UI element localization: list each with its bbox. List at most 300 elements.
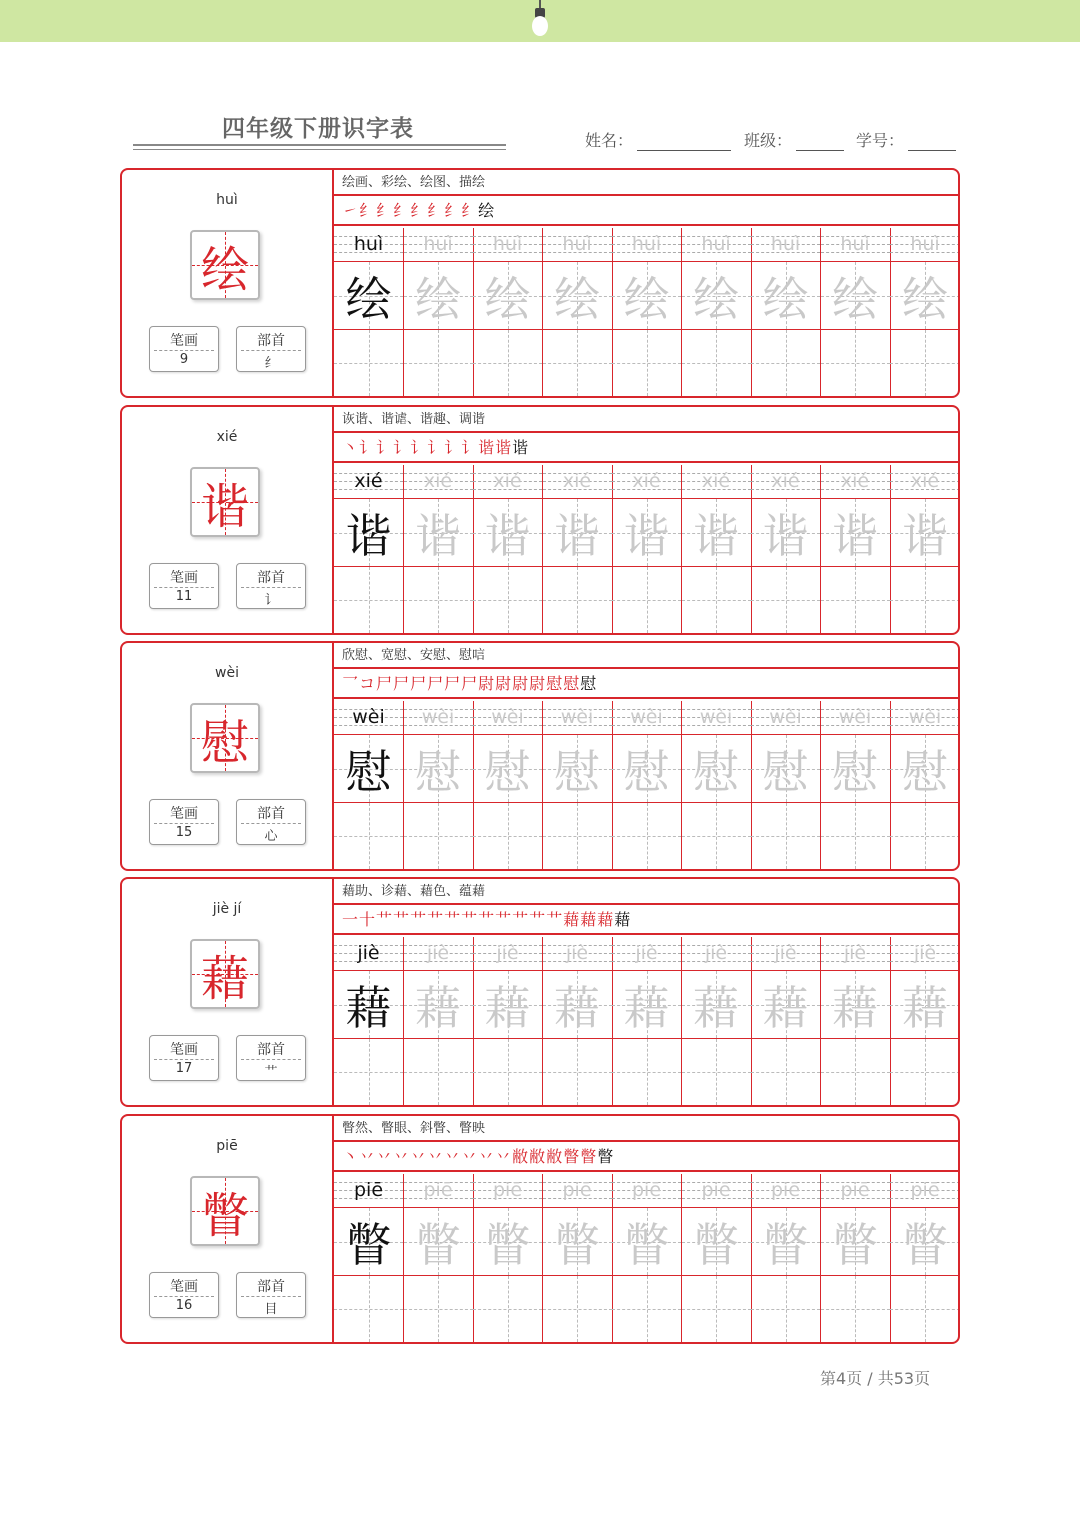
blank-writing-square[interactable] [890, 330, 960, 396]
stroke-step: 纟 [444, 201, 462, 220]
practice-cell[interactable] [890, 228, 960, 396]
practice-cell[interactable] [473, 465, 543, 633]
practice-cell[interactable] [821, 1174, 891, 1342]
stroke-step: 瞥 [580, 1147, 598, 1166]
character-trace: 慰 [762, 744, 809, 799]
character-writing-square[interactable] [473, 1208, 542, 1276]
practice-cell[interactable] [751, 1174, 821, 1342]
character-trace: 慰 [832, 744, 878, 799]
character-writing-square[interactable] [473, 971, 542, 1039]
blank-writing-square[interactable] [473, 1276, 542, 1342]
character-writing-square[interactable] [682, 499, 751, 567]
pinyin-writing-row[interactable] [821, 1174, 890, 1208]
class-label: 班级： [744, 131, 793, 150]
student-id-blank[interactable] [908, 132, 956, 151]
pinyin-writing-row[interactable] [821, 465, 890, 499]
class-blank[interactable] [796, 132, 844, 151]
pinyin-writing-row[interactable] [334, 701, 403, 735]
character-writing-square[interactable] [682, 262, 751, 330]
blank-writing-square[interactable] [751, 1276, 820, 1342]
stroke-step: 谐 [512, 438, 530, 457]
pinyin-model: piē [353, 1179, 384, 1201]
stroke-step: 丷 [495, 1147, 513, 1166]
pinyin-writing-row[interactable] [473, 228, 542, 262]
blank-writing-square[interactable] [612, 330, 681, 396]
name-blank[interactable] [637, 132, 731, 151]
blank-writing-square[interactable] [334, 330, 403, 396]
pinyin-trace: jiè [496, 942, 519, 964]
character-trace: 瞥 [554, 1217, 600, 1272]
practice-cell[interactable] [334, 701, 404, 869]
pinyin-writing-row[interactable] [543, 937, 612, 971]
stroke-step: 艹 [461, 910, 479, 929]
pinyin-writing-row[interactable] [751, 937, 820, 971]
practice-cell[interactable] [682, 701, 752, 869]
stroke-step: 尸 [376, 674, 394, 693]
character-writing-square[interactable] [473, 735, 542, 803]
character-info-panel [122, 879, 334, 1105]
blank-writing-square[interactable] [543, 803, 612, 869]
blank-writing-square[interactable] [334, 1039, 403, 1105]
pinyin-writing-row[interactable] [751, 228, 820, 262]
practice-cell[interactable] [404, 937, 474, 1105]
example-words: 瞥然、瞥眼、斜瞥、瞥映 [334, 1116, 960, 1142]
stroke-step: 丷 [478, 1147, 496, 1166]
practice-cell[interactable] [890, 937, 960, 1105]
blank-writing-square[interactable] [473, 803, 542, 869]
practice-cell[interactable] [404, 465, 474, 633]
pinyin-writing-row[interactable] [612, 701, 681, 735]
pinyin-writing-row[interactable] [612, 937, 681, 971]
practice-cell[interactable] [612, 228, 682, 396]
character-writing-square[interactable] [404, 735, 473, 803]
pinyin-model: wèi [352, 706, 385, 728]
character-writing-square[interactable] [612, 971, 681, 1039]
stroke-step: 纟 [427, 201, 445, 220]
radical-label: 部首 [257, 333, 285, 349]
pinyin-writing-row[interactable] [682, 465, 751, 499]
blank-writing-square[interactable] [821, 803, 890, 869]
practice-cell[interactable] [682, 1174, 752, 1342]
practice-cell[interactable] [682, 937, 752, 1105]
pinyin-writing-row[interactable] [682, 1174, 751, 1208]
practice-cell[interactable] [612, 701, 682, 869]
blank-writing-square[interactable] [473, 1039, 542, 1105]
pinyin-trace: jiè [913, 942, 937, 964]
character-writing-square[interactable] [890, 1208, 960, 1276]
pinyin-writing-row[interactable] [890, 937, 960, 971]
blank-writing-square[interactable] [612, 567, 681, 633]
character-writing-square[interactable] [404, 262, 473, 330]
pinyin-writing-row[interactable] [890, 465, 960, 499]
practice-cell[interactable] [751, 228, 821, 396]
stroke-step: 尉 [478, 674, 496, 693]
pinyin-writing-row[interactable] [751, 701, 820, 735]
blank-writing-square[interactable] [890, 803, 960, 869]
character-writing-square[interactable] [404, 971, 473, 1039]
practice-cell[interactable] [890, 465, 960, 633]
practice-cell[interactable] [821, 228, 891, 396]
character-writing-square[interactable] [404, 499, 473, 567]
pinyin-trace: wèi [630, 706, 663, 728]
character-trace: 谐 [623, 508, 670, 563]
stroke-step: 尸 [393, 674, 411, 693]
student-id-field[interactable] [856, 128, 956, 151]
blank-writing-square[interactable] [404, 1039, 473, 1105]
pinyin-writing-row[interactable] [890, 701, 960, 735]
stroke-count-label: 笔画 [170, 570, 198, 586]
pinyin-trace: piē [840, 1179, 870, 1201]
practice-grid [334, 1174, 960, 1342]
blank-writing-square[interactable] [890, 567, 960, 633]
character-writing-square[interactable] [473, 262, 542, 330]
character-display: 慰 [200, 714, 249, 771]
blank-writing-square[interactable] [612, 1039, 681, 1105]
practice-cell[interactable] [543, 228, 613, 396]
stroke-step: 尸 [427, 674, 445, 693]
pinyin-writing-row[interactable] [334, 937, 403, 971]
blank-writing-square[interactable] [682, 567, 751, 633]
blank-writing-square[interactable] [751, 330, 820, 396]
blank-writing-square[interactable] [612, 803, 681, 869]
character-writing-square[interactable] [543, 1208, 612, 1276]
pinyin-trace: piē [631, 1179, 662, 1201]
pinyin-writing-row[interactable] [751, 1174, 820, 1208]
character-display: 绘 [200, 241, 249, 298]
practice-cell[interactable] [821, 465, 891, 633]
stroke-step: 讠 [427, 438, 445, 457]
character-writing-square[interactable] [890, 971, 960, 1039]
character-writing-square[interactable] [334, 735, 403, 803]
pinyin-writing-row[interactable] [334, 1174, 403, 1208]
blank-writing-square[interactable] [612, 1276, 681, 1342]
pinyin-writing-row[interactable] [473, 937, 542, 971]
stroke-count-box [149, 1272, 219, 1318]
lightbulb-icon [532, 0, 548, 40]
character-display-box [190, 1176, 260, 1246]
character-trace: 瞥 [415, 1217, 461, 1272]
character-writing-square[interactable] [612, 499, 681, 567]
character-trace: 瞥 [762, 1217, 809, 1272]
stroke-order [334, 196, 960, 226]
character-writing-square[interactable] [751, 262, 820, 330]
character-writing-square[interactable] [473, 499, 542, 567]
stroke-step: 丶 [342, 1147, 360, 1166]
pinyin-trace: huì [562, 233, 592, 255]
pinyin-trace: xié [423, 470, 453, 492]
practice-cell[interactable] [473, 701, 543, 869]
practice-cell[interactable] [473, 1174, 543, 1342]
pinyin-writing-row[interactable] [334, 465, 403, 499]
practice-cell[interactable] [334, 465, 404, 633]
practice-cell[interactable] [334, 937, 404, 1105]
pinyin-trace: xié [840, 470, 870, 492]
name-field[interactable] [585, 128, 731, 151]
stroke-count-label: 笔画 [170, 806, 198, 822]
blank-writing-square[interactable] [543, 1276, 612, 1342]
pinyin-trace: wèi [491, 706, 524, 728]
character-trace: 慰 [554, 744, 600, 799]
blank-writing-square[interactable] [821, 330, 890, 396]
pinyin-trace: wèi [908, 706, 942, 728]
character-writing-square[interactable] [821, 971, 890, 1039]
character-trace: 谐 [832, 508, 878, 563]
radical-value: 艹 [264, 1065, 278, 1080]
character-trace: 绘 [693, 271, 739, 326]
blank-writing-square[interactable] [890, 1276, 960, 1342]
blank-writing-square[interactable] [682, 1276, 751, 1342]
character-display-box [190, 939, 260, 1009]
pinyin-trace: xié [493, 470, 522, 492]
blank-writing-square[interactable] [682, 330, 751, 396]
character-writing-square[interactable] [334, 262, 403, 330]
class-field[interactable] [744, 128, 844, 151]
blank-writing-square[interactable] [334, 1276, 403, 1342]
character-writing-square[interactable] [543, 262, 612, 330]
pinyin-writing-row[interactable] [404, 1174, 473, 1208]
practice-cell[interactable] [682, 465, 752, 633]
pinyin-writing-row[interactable] [404, 228, 473, 262]
practice-cell[interactable] [612, 1174, 682, 1342]
blank-writing-square[interactable] [890, 1039, 960, 1105]
pinyin-writing-row[interactable] [334, 228, 403, 262]
practice-cell[interactable] [612, 937, 682, 1105]
pinyin-writing-row[interactable] [473, 465, 542, 499]
stroke-step: 艹 [393, 910, 411, 929]
pinyin-writing-row[interactable] [682, 228, 751, 262]
practice-cell[interactable] [334, 228, 404, 396]
pinyin-writing-row[interactable] [404, 937, 473, 971]
character-writing-square[interactable] [751, 735, 820, 803]
pinyin-writing-row[interactable] [682, 937, 751, 971]
blank-writing-square[interactable] [821, 1276, 890, 1342]
blank-writing-square[interactable] [751, 803, 820, 869]
pinyin-writing-row[interactable] [682, 701, 751, 735]
character-writing-square[interactable] [682, 1208, 751, 1276]
stroke-count-value: 11 [175, 589, 193, 604]
practice-cell[interactable] [821, 937, 891, 1105]
blank-writing-square[interactable] [543, 330, 612, 396]
blank-writing-square[interactable] [334, 567, 403, 633]
character-card [120, 168, 960, 398]
blank-writing-square[interactable] [404, 567, 473, 633]
character-writing-square[interactable] [751, 499, 820, 567]
character-writing-square[interactable] [543, 735, 612, 803]
character-trace: 绘 [762, 271, 809, 326]
character-card [120, 877, 960, 1107]
practice-cell[interactable] [890, 701, 960, 869]
top-banner [0, 0, 1080, 42]
radical-value: 心 [264, 829, 278, 844]
pinyin-writing-row[interactable] [543, 1174, 612, 1208]
pinyin-trace: huì [701, 233, 731, 255]
practice-cell[interactable] [543, 465, 613, 633]
practice-panel [334, 1116, 960, 1342]
practice-cell[interactable] [612, 465, 682, 633]
character-writing-square[interactable] [821, 499, 890, 567]
blank-writing-square[interactable] [404, 1276, 473, 1342]
stroke-step: 慰 [563, 674, 581, 693]
radical-label: 部首 [257, 806, 285, 822]
practice-cell[interactable] [404, 228, 474, 396]
blank-writing-square[interactable] [404, 330, 473, 396]
blank-writing-square[interactable] [821, 567, 890, 633]
stroke-step: 瞥 [597, 1147, 615, 1166]
pinyin-writing-row[interactable] [890, 228, 960, 262]
character-writing-square[interactable] [334, 1208, 403, 1276]
radical-value: 讠 [264, 593, 278, 608]
stroke-step: 讠 [444, 438, 462, 457]
character-writing-square[interactable] [334, 499, 403, 567]
pinyin-trace: xié [562, 470, 592, 492]
stroke-step: 讠 [410, 438, 428, 457]
stroke-step: 艹 [546, 910, 564, 929]
stroke-step: 敝 [512, 1147, 530, 1166]
stroke-step: 十 [359, 910, 377, 929]
character-writing-square[interactable] [821, 1208, 890, 1276]
stroke-step: 纟 [393, 201, 411, 220]
character-trace: 谐 [484, 508, 531, 563]
practice-cell[interactable] [334, 1174, 404, 1342]
stroke-step: 丷 [376, 1147, 394, 1166]
pinyin-trace: piē [770, 1179, 801, 1201]
character-writing-square[interactable] [751, 1208, 820, 1276]
pinyin-trace: huì [631, 233, 662, 255]
practice-cell[interactable] [751, 465, 821, 633]
character-writing-square[interactable] [682, 735, 751, 803]
stroke-step: 艹 [529, 910, 547, 929]
character-model: 藉 [345, 980, 392, 1035]
character-trace: 藉 [832, 980, 878, 1035]
practice-cell[interactable] [751, 701, 821, 869]
blank-writing-square[interactable] [334, 803, 403, 869]
practice-cell[interactable] [543, 701, 613, 869]
pinyin-writing-row[interactable] [751, 465, 820, 499]
pinyin-writing-row[interactable] [890, 1174, 960, 1208]
pinyin-writing-row[interactable] [404, 701, 473, 735]
character-writing-square[interactable] [612, 1208, 681, 1276]
stroke-step: 丷 [393, 1147, 411, 1166]
pinyin-writing-row[interactable] [612, 465, 681, 499]
example-words: 诙谐、谐谑、谐趣、调谐 [334, 407, 960, 433]
blank-writing-square[interactable] [473, 330, 542, 396]
character-trace: 慰 [693, 744, 739, 799]
blank-writing-square[interactable] [751, 567, 820, 633]
pinyin-writing-row[interactable] [473, 1174, 542, 1208]
character-writing-square[interactable] [334, 971, 403, 1039]
character-trace: 绘 [415, 271, 461, 326]
practice-grid [334, 228, 960, 396]
title-underline-thin [133, 149, 506, 150]
stroke-step: 敝 [529, 1147, 547, 1166]
character-trace: 慰 [902, 744, 948, 799]
practice-cell[interactable] [473, 937, 543, 1105]
character-writing-square[interactable] [612, 262, 681, 330]
stroke-step: 慰 [546, 674, 564, 693]
pinyin-writing-row[interactable] [543, 228, 612, 262]
practice-grid [334, 701, 960, 869]
stroke-step: 藉 [580, 910, 598, 929]
practice-cell[interactable] [890, 1174, 960, 1342]
pinyin-trace: jiè [426, 942, 450, 964]
character-writing-square[interactable] [890, 262, 960, 330]
character-trace: 慰 [623, 744, 670, 799]
pinyin-writing-row[interactable] [473, 701, 542, 735]
blank-writing-square[interactable] [682, 803, 751, 869]
blank-writing-square[interactable] [543, 1039, 612, 1105]
pinyin-writing-row[interactable] [543, 465, 612, 499]
character-display-box [190, 230, 260, 300]
blank-writing-square[interactable] [404, 803, 473, 869]
stroke-step: 尸 [410, 674, 428, 693]
practice-cell[interactable] [751, 937, 821, 1105]
pinyin-writing-row[interactable] [821, 937, 890, 971]
pinyin-writing-row[interactable] [612, 1174, 681, 1208]
blank-writing-square[interactable] [821, 1039, 890, 1105]
character-writing-square[interactable] [821, 735, 890, 803]
stroke-step: 藉 [563, 910, 581, 929]
stroke-step: 纟 [410, 201, 428, 220]
character-trace: 慰 [484, 744, 531, 799]
blank-writing-square[interactable] [473, 567, 542, 633]
character-trace: 藉 [554, 980, 600, 1035]
blank-writing-square[interactable] [543, 567, 612, 633]
character-trace: 藉 [484, 980, 531, 1035]
pinyin-trace: xié [771, 470, 800, 492]
pinyin-trace: jiè [565, 942, 589, 964]
stroke-step: 谐 [495, 438, 513, 457]
practice-cell[interactable] [473, 228, 543, 396]
character-writing-square[interactable] [890, 499, 960, 567]
stroke-count-value: 9 [179, 352, 189, 367]
character-writing-square[interactable] [821, 262, 890, 330]
practice-cell[interactable] [404, 701, 474, 869]
radical-box [236, 799, 306, 845]
character-trace: 绘 [832, 271, 878, 326]
character-trace: 谐 [762, 508, 809, 563]
blank-writing-square[interactable] [682, 1039, 751, 1105]
practice-cell[interactable] [543, 937, 613, 1105]
pinyin-writing-row[interactable] [404, 465, 473, 499]
character-writing-square[interactable] [890, 735, 960, 803]
blank-writing-square[interactable] [751, 1039, 820, 1105]
practice-cell[interactable] [404, 1174, 474, 1342]
character-writing-square[interactable] [543, 971, 612, 1039]
character-info-panel [122, 407, 334, 633]
pinyin-writing-row[interactable] [821, 701, 890, 735]
pinyin-writing-row[interactable] [612, 228, 681, 262]
pinyin-writing-row[interactable] [821, 228, 890, 262]
practice-cell[interactable] [543, 1174, 613, 1342]
character-writing-square[interactable] [404, 1208, 473, 1276]
pinyin-trace: xié [701, 470, 731, 492]
character-writing-square[interactable] [543, 499, 612, 567]
pinyin-trace: huì [910, 233, 940, 255]
character-model: 绘 [345, 271, 392, 326]
stroke-step: 丷 [427, 1147, 445, 1166]
radical-label: 部首 [257, 1279, 285, 1295]
practice-cell[interactable] [682, 228, 752, 396]
character-writing-square[interactable] [751, 971, 820, 1039]
pinyin-writing-row[interactable] [543, 701, 612, 735]
practice-cell[interactable] [821, 701, 891, 869]
stroke-count-value: 16 [175, 1298, 193, 1313]
character-pinyin: wèi [215, 665, 239, 681]
character-trace: 瞥 [902, 1217, 948, 1272]
example-words: 欣慰、宽慰、安慰、慰唁 [334, 643, 960, 669]
character-writing-square[interactable] [682, 971, 751, 1039]
character-writing-square[interactable] [612, 735, 681, 803]
